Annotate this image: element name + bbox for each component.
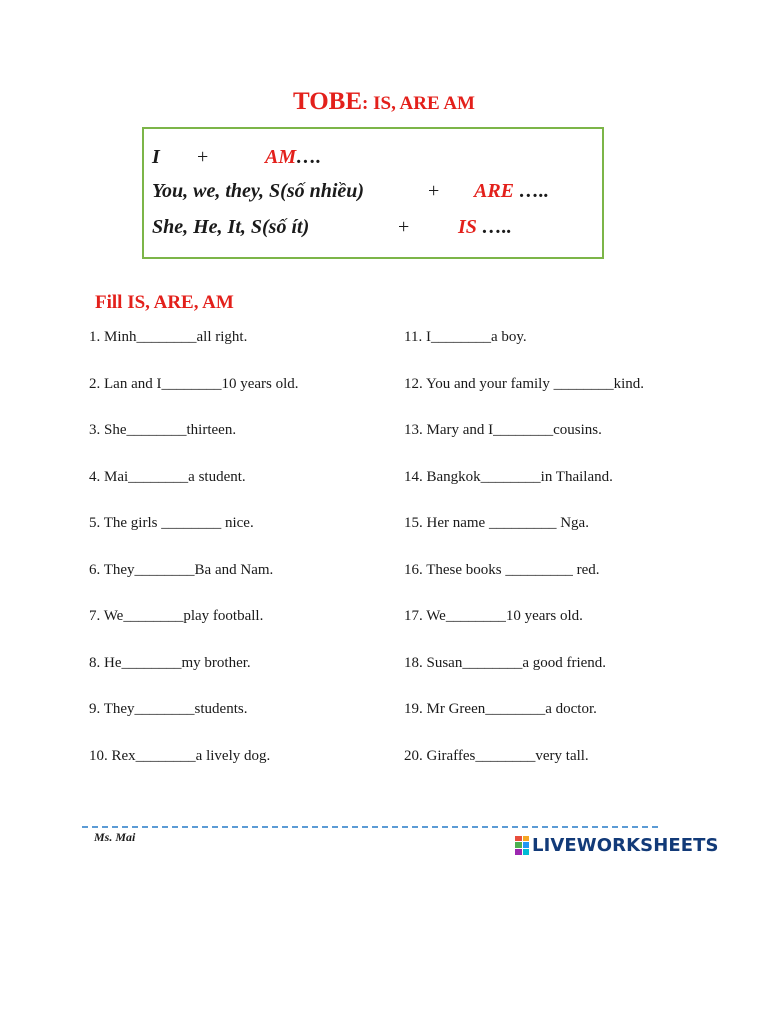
exercise-item: 2. Lan and I________10 years old.: [89, 375, 299, 392]
title-rest: : IS, ARE AM: [362, 93, 475, 114]
rule-verb: ARE: [474, 180, 515, 202]
exercise-item: 12. You and your family ________kind.: [404, 375, 644, 392]
exercise-item: 7. We________play football.: [89, 608, 264, 624]
exercise-item: 3. She________thirteen.: [89, 422, 237, 438]
rule-tail: ….: [296, 146, 322, 168]
rule-subject: I: [152, 146, 160, 168]
exercise-item: 6. They________Ba and Nam.: [89, 561, 274, 578]
exercise-item: 8. He________my brother.: [89, 654, 251, 671]
exercise-item: 15. Her name _________ Nga.: [404, 515, 589, 531]
exercise-item: 18. Susan________a good friend.: [404, 654, 607, 671]
exercise-item: 17. We________10 years old.: [404, 608, 583, 624]
rule-line-am: [152, 146, 160, 169]
exercise-item: 1. Minh________all right.: [89, 329, 248, 345]
exercise-list-left: [89, 327, 409, 792]
exercise-item: 20. Giraffes________very tall.: [404, 747, 589, 764]
rule-line-is: [152, 216, 309, 239]
rule-verb-is-wrap: [458, 216, 512, 239]
exercise-item: 14. Bangkok________in Thailand.: [404, 468, 613, 485]
rule-tail: …..: [514, 180, 550, 202]
rule-subject: You, we, they, S(số nhiều): [152, 180, 365, 202]
rule-plus: +: [398, 216, 410, 238]
liveworksheets-logo: [515, 833, 719, 857]
grammar-rule-box: [142, 127, 604, 259]
rule-subject: She, He, It, S(số ít): [152, 216, 310, 238]
exercise-heading: Fill IS, ARE, AM: [95, 292, 234, 313]
exercise-item: 10. Rex________a lively dog.: [89, 747, 271, 764]
exercise-item: 4. Mai________a student.: [89, 468, 246, 485]
rule-verb-am-wrap: [265, 146, 321, 169]
exercise-item: 16. These books _________ red.: [404, 561, 600, 578]
title-main: TOBE: [293, 88, 363, 115]
exercise-item: 9. They________students.: [89, 701, 248, 717]
rule-verb-are-wrap: [474, 180, 549, 203]
author-name: Ms. Mai: [94, 830, 136, 844]
rule-plus: +: [197, 146, 209, 168]
exercise-item: 5. The girls ________ nice.: [89, 515, 254, 531]
rule-line-are: [152, 180, 364, 203]
exercise-item: 11. I________a boy.: [404, 329, 527, 345]
footer-divider: [82, 826, 658, 828]
brand-name: LIVEWORKSHEETS: [532, 834, 719, 856]
exercise-list-right: [404, 327, 724, 792]
page-title: [0, 88, 768, 116]
rule-tail: …..: [476, 216, 512, 238]
rule-verb: AM: [265, 146, 297, 168]
liveworksheets-logo-icon: [515, 836, 529, 855]
exercise-item: 13. Mary and I________cousins.: [404, 422, 602, 438]
rule-verb: IS: [458, 216, 477, 238]
exercise-item: 19. Mr Green________a doctor.: [404, 701, 597, 717]
rule-plus: +: [428, 180, 440, 202]
